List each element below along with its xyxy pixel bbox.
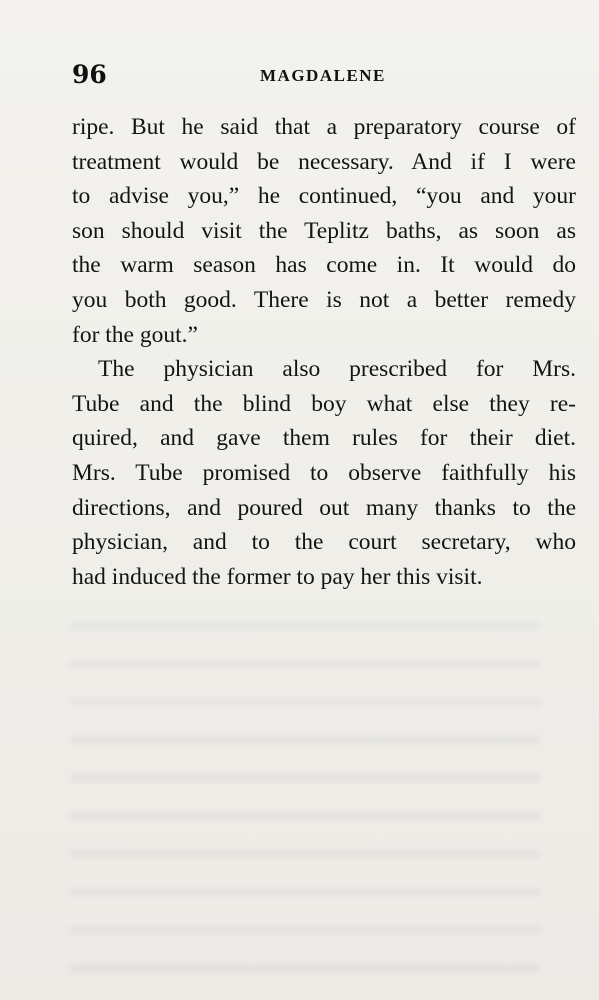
text-line: for the gout.” bbox=[72, 321, 198, 348]
text-line: Tube and the blind boy what else they re- bbox=[72, 390, 576, 417]
text-line: directions, and poured out many thanks to the bbox=[72, 494, 576, 521]
text-line: quired, and gave them rules for their diet. bbox=[72, 425, 576, 452]
text-line: had induced the former to pay her this visit. bbox=[72, 563, 483, 590]
text-line: son should visit the Teplitz baths, as soon as bbox=[72, 217, 576, 244]
body-text bbox=[72, 110, 576, 594]
text-line: The physician also prescribed for Mrs. bbox=[98, 356, 576, 383]
text-line: you both good. There is not a better remedy bbox=[72, 286, 576, 313]
text-line: to advise you,” he continued, “you and your bbox=[72, 183, 576, 210]
text-line: the warm season has come in. It would do bbox=[72, 252, 576, 279]
paragraph bbox=[72, 352, 576, 594]
text-line: Mrs. Tube promised to observe faithfully his bbox=[72, 459, 576, 486]
text-line: physician, and to the court secretary, who bbox=[72, 529, 576, 556]
show-through-text bbox=[70, 600, 540, 980]
paragraph bbox=[72, 110, 576, 352]
page-header bbox=[72, 58, 576, 94]
page-number: 96 bbox=[72, 60, 107, 89]
text-line: treatment would be necessary. And if I were bbox=[72, 148, 576, 175]
running-head: MAGDALENE bbox=[260, 66, 386, 85]
text-line: ripe. But he said that a preparatory course of bbox=[72, 114, 576, 140]
